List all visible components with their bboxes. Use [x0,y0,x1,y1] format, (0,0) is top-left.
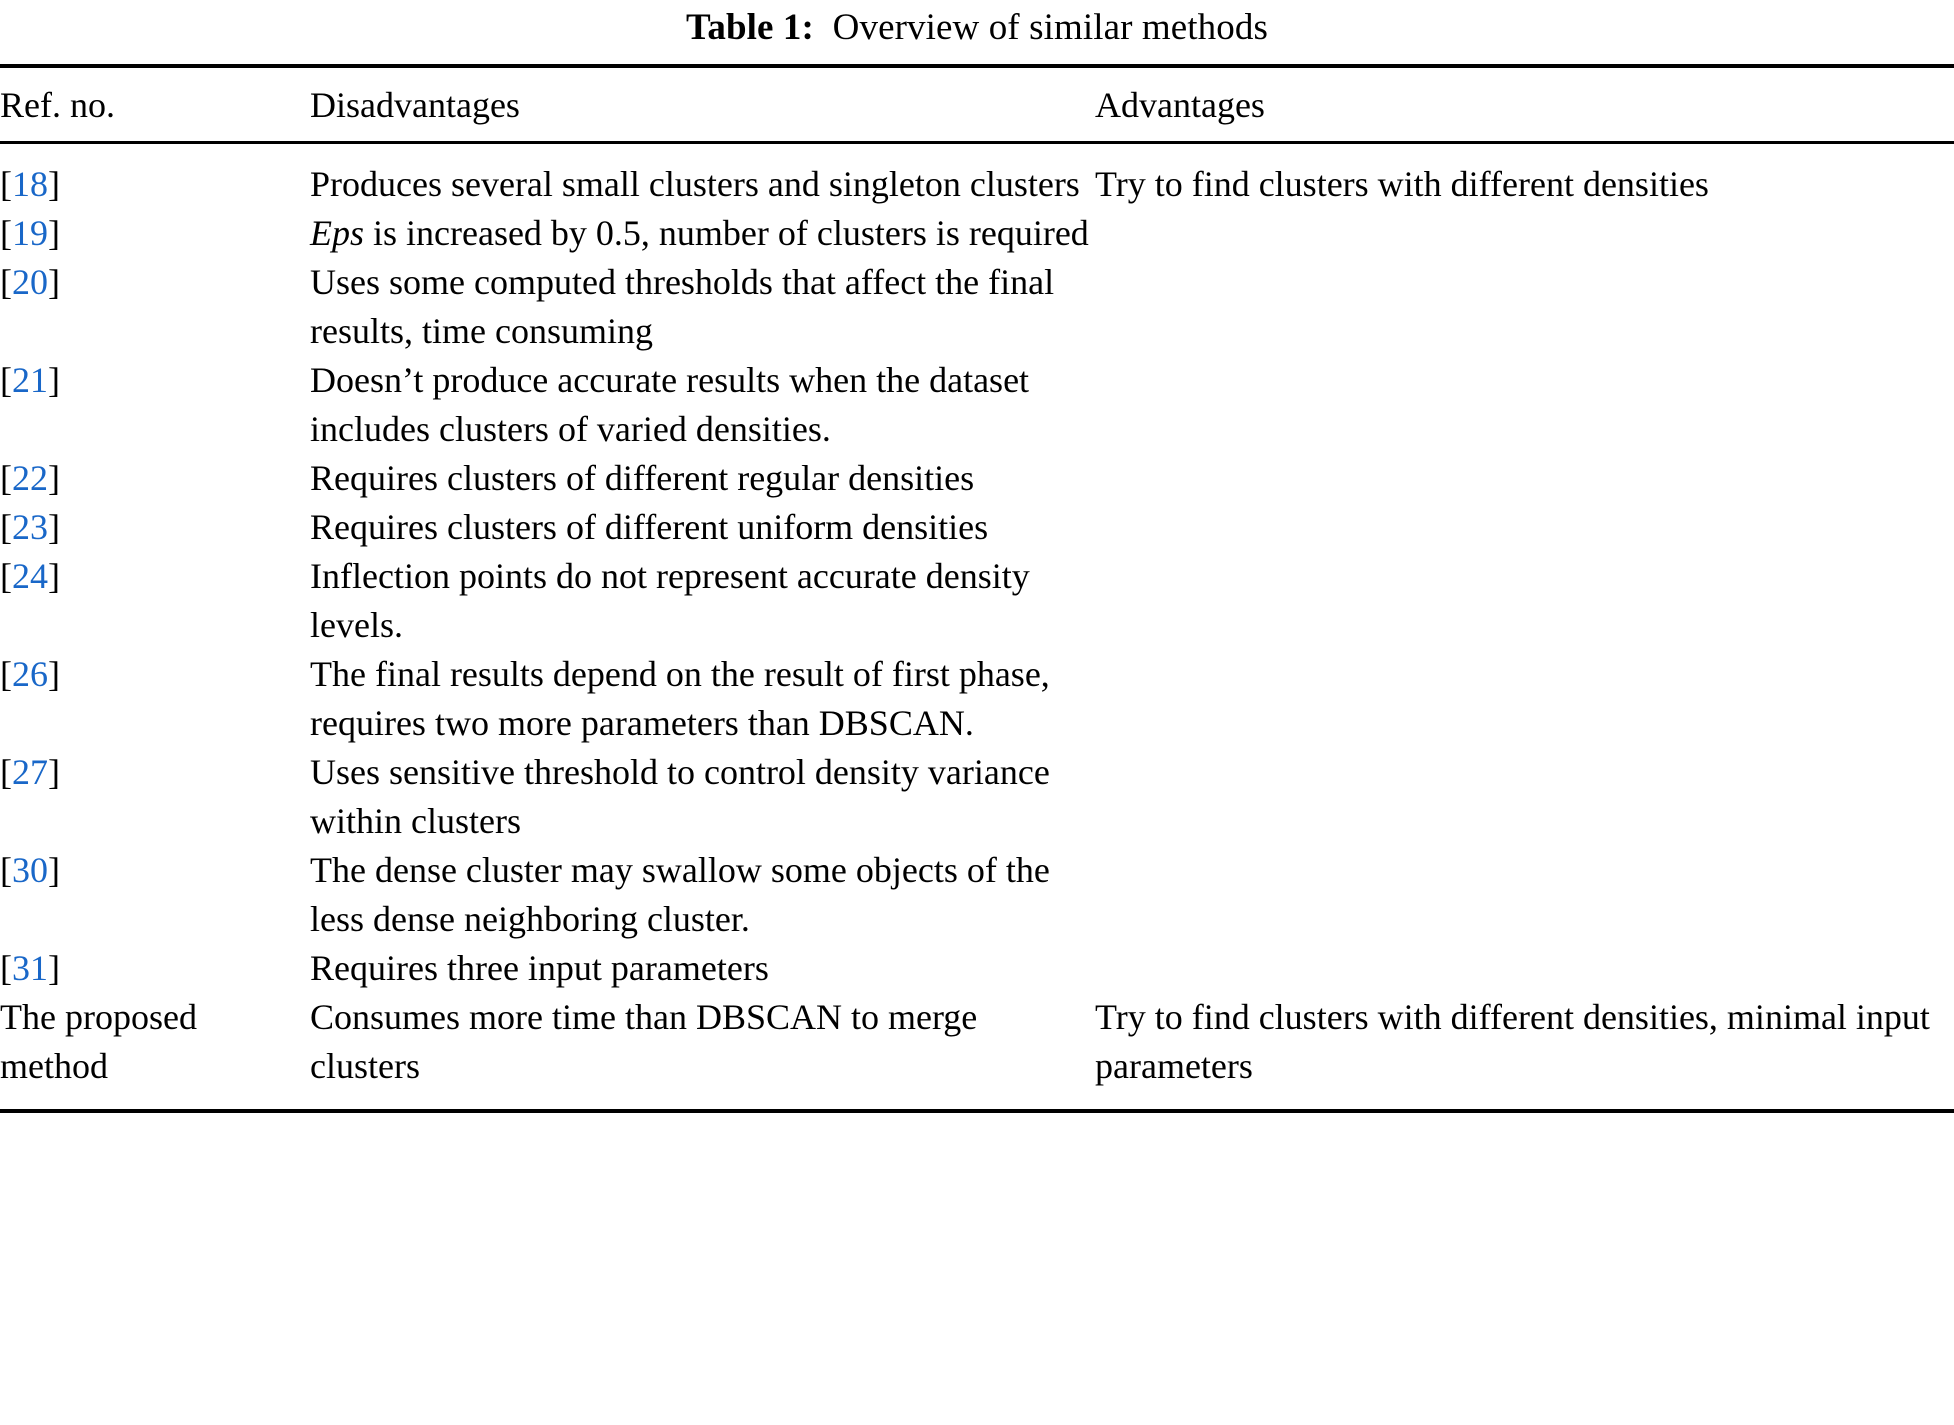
parameter-name-eps: Eps [310,213,364,253]
bracket-close: ] [48,262,60,302]
bracket-open: [ [0,458,12,498]
cell-advantages [1095,258,1954,356]
reference-number-link[interactable]: 19 [12,213,48,253]
cell-disadvantages [310,454,1095,503]
reference-number-link[interactable]: 26 [12,654,48,694]
cell-ref-no [0,846,310,944]
bracket-open: [ [0,948,12,988]
cell-disadvantages [310,846,1095,944]
cell-ref-no [0,944,310,993]
cell-advantages [1095,846,1954,944]
bracket-open: [ [0,360,12,400]
cell-disadvantages [310,748,1095,846]
bracket-open: [ [0,213,12,253]
table-row [0,143,1954,210]
reference-number-link[interactable]: 30 [12,850,48,890]
table-row [0,650,1954,748]
reference-citation[interactable] [0,507,60,547]
cell-advantages [1095,143,1954,210]
reference-citation[interactable] [0,850,60,890]
disadvantages-text: Doesn’t produce accurate results when the dataset includes clusters of varied densities. [310,360,1030,449]
cell-ref-no [0,258,310,356]
table-row [0,944,1954,993]
disadvantages-text: Requires three input parameters [310,948,769,988]
table-row [0,454,1954,503]
bracket-close: ] [48,507,60,547]
caption-label: Table 1: [686,7,814,48]
disadvantages-text: Produces several small clusters and singleton clusters [310,164,1080,204]
disadvantages-text: Uses sensitive threshold to control density variance within clusters [310,752,1050,841]
reference-citation[interactable] [0,654,60,694]
cell-ref-no [0,503,310,552]
advantages-text: Try to find clusters with different densities [1095,164,1709,204]
table-row [0,846,1954,944]
reference-citation[interactable] [0,948,60,988]
table-row [0,552,1954,650]
bracket-close: ] [48,654,60,694]
column-header-advantages: Advantages [1095,68,1954,143]
cell-ref-no [0,454,310,503]
bracket-open: [ [0,654,12,694]
disadvantages-text: Uses some computed thresholds that affect the final results, time consuming [310,262,1055,351]
cell-disadvantages [310,650,1095,748]
cell-disadvantages [310,258,1095,356]
disadvantages-text: is increased by 0.5, number of clusters is required [364,213,1089,253]
disadvantages-text: The dense cluster may swallow some objects of the less dense neighboring cluster. [310,850,1050,939]
bracket-close: ] [48,213,60,253]
cell-disadvantages [310,503,1095,552]
table-body [0,143,1954,1110]
table-row [0,209,1954,258]
bracket-close: ] [48,850,60,890]
cell-ref-no [0,748,310,846]
cell-disadvantages [310,209,1095,258]
cell-disadvantages [310,944,1095,993]
reference-number-link[interactable]: 21 [12,360,48,400]
cell-advantages [1095,944,1954,993]
cell-advantages [1095,503,1954,552]
reference-number-link[interactable]: 31 [12,948,48,988]
bracket-close: ] [48,752,60,792]
cell-advantages [1095,454,1954,503]
cell-advantages [1095,748,1954,846]
cell-advantages [1095,650,1954,748]
reference-number-link[interactable]: 20 [12,262,48,302]
reference-citation[interactable] [0,556,60,596]
reference-number-link[interactable]: 27 [12,752,48,792]
table-row [0,503,1954,552]
table-row [0,748,1954,846]
bracket-close: ] [48,458,60,498]
disadvantages-text: The final results depend on the result of first phase, requires two more parameters than DBSCAN. [310,654,1050,743]
disadvantages-text: Consumes more time than DBSCAN to merge clusters [310,997,978,1086]
reference-number-link[interactable]: 22 [12,458,48,498]
disadvantages-text: Inflection points do not represent accurate density levels. [310,556,1030,645]
disadvantages-text: Requires clusters of different uniform densities [310,507,989,547]
cell-disadvantages [310,552,1095,650]
reference-citation[interactable] [0,164,60,204]
reference-citation[interactable] [0,752,60,792]
bracket-close: ] [48,164,60,204]
bracket-open: [ [0,752,12,792]
cell-advantages [1095,209,1954,258]
cell-ref-no [0,650,310,748]
bracket-open: [ [0,262,12,302]
reference-citation[interactable] [0,262,60,302]
table-header-row [0,68,1954,143]
methods-overview-table [0,68,1954,1109]
reference-citation[interactable] [0,213,60,253]
cell-disadvantages [310,993,1095,1109]
bracket-close: ] [48,948,60,988]
table-row [0,356,1954,454]
advantages-text: Try to find clusters with different densities, minimal input parameters [1095,997,1930,1086]
caption-text: Overview of similar methods [832,7,1268,48]
bracket-open: [ [0,850,12,890]
table-caption [0,0,1954,50]
cell-ref-no [0,143,310,210]
table-row [0,258,1954,356]
reference-number-link[interactable]: 24 [12,556,48,596]
reference-label: The proposed method [0,997,197,1086]
bracket-open: [ [0,507,12,547]
cell-ref-no [0,356,310,454]
bracket-open: [ [0,164,12,204]
cell-advantages [1095,552,1954,650]
cell-ref-no [0,209,310,258]
reference-citation[interactable] [0,360,60,400]
cell-disadvantages [310,143,1095,210]
bracket-open: [ [0,556,12,596]
disadvantages-text: Requires clusters of different regular densities [310,458,975,498]
cell-advantages [1095,993,1954,1109]
column-header-disadvantages: Disadvantages [310,68,1095,143]
cell-disadvantages [310,356,1095,454]
cell-ref-no [0,552,310,650]
bracket-close: ] [48,556,60,596]
cell-ref-no [0,993,310,1109]
cell-advantages [1095,356,1954,454]
reference-citation[interactable] [0,458,60,498]
column-header-ref-no: Ref. no. [0,68,310,143]
table-row [0,993,1954,1109]
table-bottom-rule [0,1109,1954,1113]
reference-number-link[interactable]: 18 [12,164,48,204]
reference-number-link[interactable]: 23 [12,507,48,547]
bracket-close: ] [48,360,60,400]
